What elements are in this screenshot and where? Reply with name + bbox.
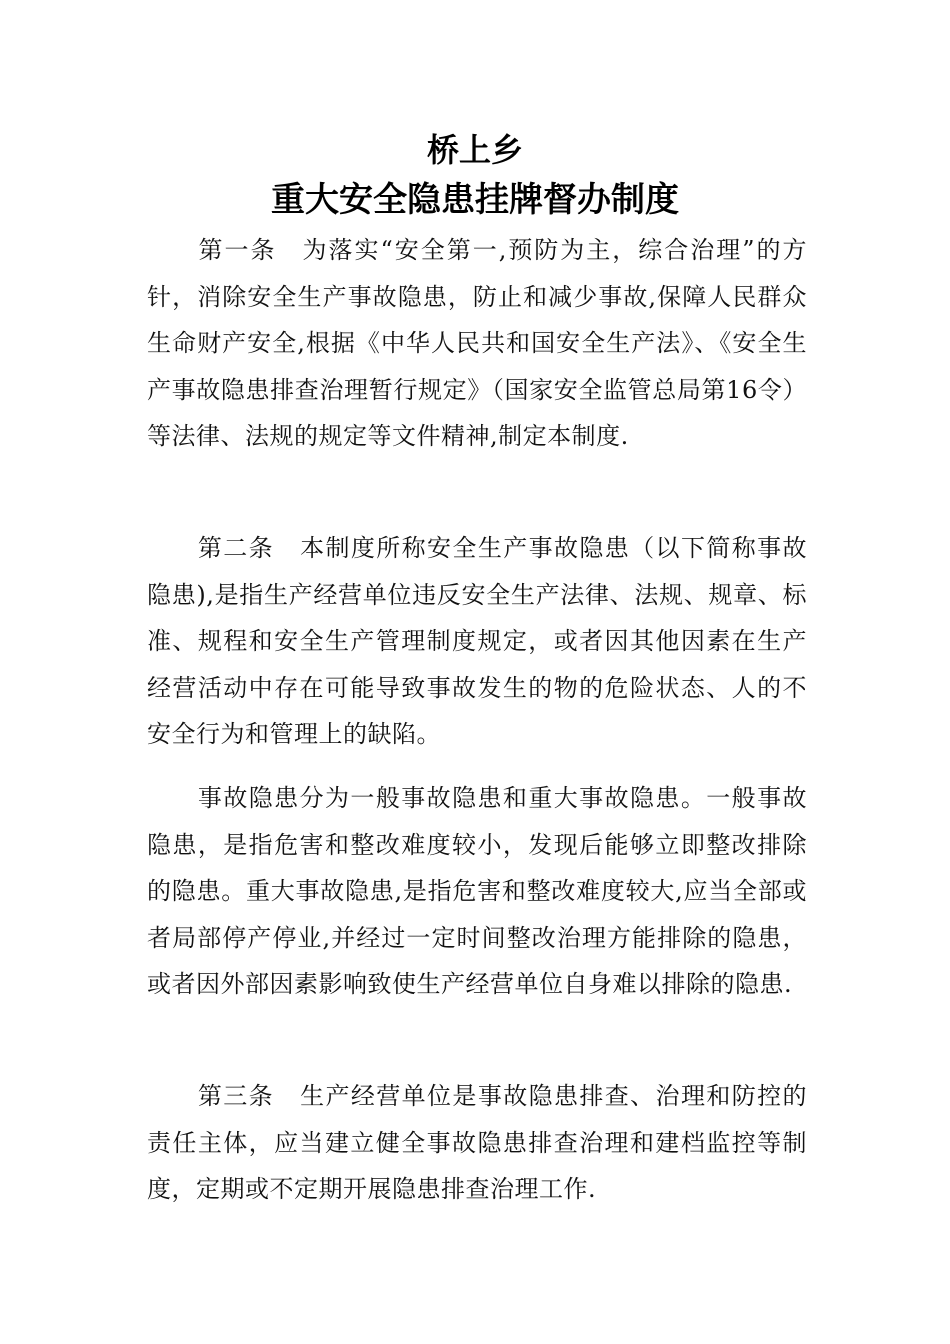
document-title-regulation: 重大安全隐患挂牌督办制度 <box>271 180 679 220</box>
paragraph-article-2 <box>147 525 807 758</box>
paragraph-hazard-classification <box>147 775 807 1008</box>
article-text: 事故隐患分为一般事故隐患和重大事故隐患。一般事故隐患，是指危害和整改难度较小，发现后能够立即整改排除的隐患。重大事故隐患,是指危害和整改难度较大,应当全部或者局部停产停业,并经过一定时间整改治理方能排除的隐患，或者因外部因素影响致使生产经营单位自身难以排除的隐患. <box>147 784 807 998</box>
article-number: 第二条 <box>197 534 275 562</box>
article-text: 生产经营单位是事故隐患排查、治理和防控的责任主体，应当建立健全事故隐患排查治理和建档监控等制度，定期或不定期开展隐患排查治理工作. <box>147 1082 808 1203</box>
article-number: 第三条 <box>197 1082 275 1110</box>
paragraph-article-3 <box>147 1073 807 1213</box>
paragraph-article-1 <box>147 227 807 460</box>
article-number: 第一条 <box>197 236 277 264</box>
document-title-township: 桥上乡 <box>426 131 523 169</box>
article-text: 本制度所称安全生产事故隐患（以下简称事故隐患),是指生产经营单位违反安全生产法律、法规、规章、标准、规程和安全生产管理制度规定，或者因其他因素在生产经营活动中存在可能导致事故发生的物的危险状态、人的不安全行为和管理上的缺陷。 <box>147 534 808 748</box>
article-text: 为落实“安全第一,预防为主，综合治理”的方针，消除安全生产事故隐患，防止和减少事故,保障人民群众生命财产安全,根据《中华人民共和国安全生产法》、《安全生产事故隐患排查治理暂行规定》（国家安全监管总局第16令）等法律、法规的规定等文件精神,制定本制度. <box>147 236 808 450</box>
